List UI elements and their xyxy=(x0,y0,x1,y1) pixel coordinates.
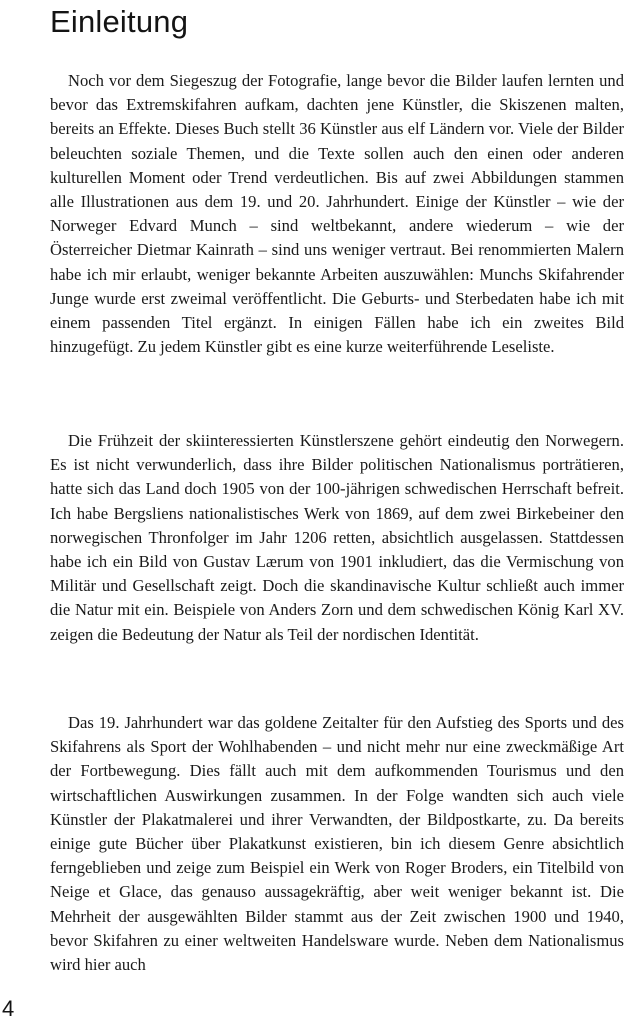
page-number: 4 xyxy=(2,996,15,1021)
paragraph-nineteenth-century: Das 19. Jahrhundert war das goldene Zeitalter für den Aufstieg des Sports und des Skifahrens als Sport der Wohlhabenden – und nicht mehr nur eine zweckmäßige Art der Fortbewegung. Dies fällt auch mit dem aufkommenden Tourismus und den wirtschaftlichen Auswirkungen zusammen. In der Folge wandten sich auch viele Künstler der Plakatmalerei und ihrer Verwandten, der Bildpostkarte, zu. Da bereits einige gute Bücher über Plakatkunst existieren, bin ich diesem Genre absichtlich ferngeblieben und zeige zum Beispiel ein Werk von Roger Broders, ein Titelbild von Neige et Glace, das genauso aussagekräftig, aber weit weniger bekannt ist. Die Mehrheit der ausgewählten Bilder stammt aus der Zeit zwischen 1900 und 1940, bevor Skifahren zu einer weltweiten Handelsware wurde. Neben dem Nationalismus wird hier auch xyxy=(50,713,624,975)
paragraph-norwegian-artists: Die Frühzeit der skiinteressierten Künstlerszene gehört eindeutig den Norwegern. Es ist nicht verwunderlich, dass ihre Bilder politischen Nationalismus porträtieren, hatte sich das Land doch 1905 von der 100-jährigen schwedischen Herrschaft befreit. Ich habe Bergsliens nationalistisches Werk von 1869, auf dem zwei Birkebeiner den norwegischen Thronfolger im Jahr 1206 retten, absichtlich ausgelassen. Stattdessen habe ich ein Bild von Gustav Lærum von 1901 inkludiert, das die Vermischung von Militär und Gesellschaft zeigt. Doch die skandinavische Kultur schließt auch immer die Natur mit ein. Beispiele von Anders Zorn und dem schwedischen König Karl XV. zeigen die Bedeutung der Natur als Teil der nordischen Identität. xyxy=(50,431,624,644)
paragraph-introduction: Noch vor dem Siegeszug der Fotografie, lange bevor die Bilder laufen lernten und bevor das Extremskifahren aufkam, dachten jene Künstler, die Skiszenen malten, bereits an Effekte. Dieses Buch stellt 36 Künstler aus elf Ländern vor. Viele der Bilder beleuchten soziale Themen, und die Texte sollen auch den einen oder anderen kulturellen Moment oder Trend verdeutlichen. Bis auf zwei Abbildungen stammen alle Illustrationen aus dem 19. und 20. Jahrhundert. Einige der Künstler – wie der Norweger Edvard Munch – sind weltbekannt, andere wiederum – wie der Österreicher Dietmar Kainrath – sind uns weniger vertraut. Bei renommierten Malern habe ich mir erlaubt, weniger bekannte Arbeiten auszuwählen: Munchs Skifahrender Junge wurde erst zweimal veröffentlicht. Die Geburts- und Sterbedaten habe ich mit einem passenden Titel ergänzt. In einigen Fällen habe ich ein zweites Bild hinzugefügt. Zu jedem Künstler gibt es eine kurze weiterführende Leseliste. xyxy=(50,71,624,357)
page-title: Einleitung xyxy=(50,4,189,39)
